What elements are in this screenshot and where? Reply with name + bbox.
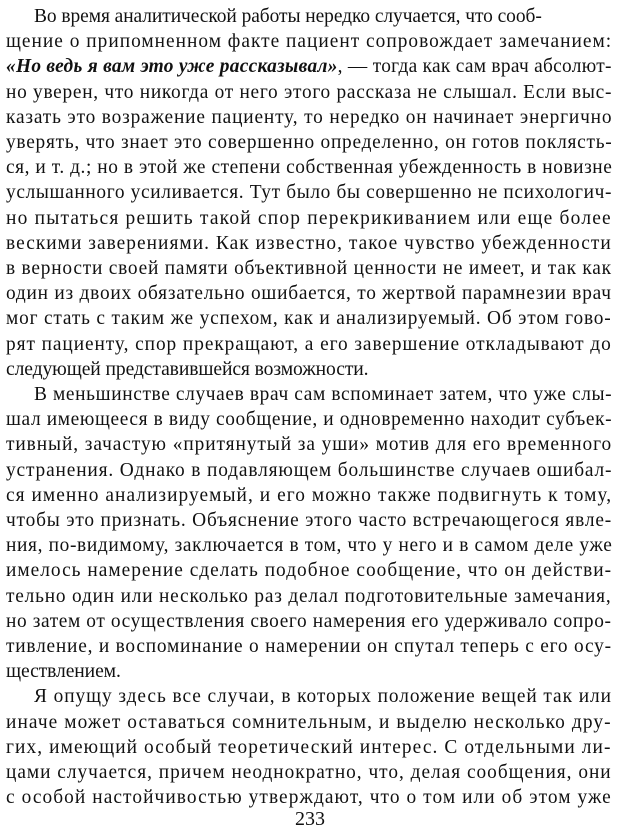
text-line: но уверен, что никогда от него этого рассказа не слышал. Если выс- (6, 81, 613, 103)
text-line: но пытаться решить такой спор перекрикиванием или еще более (6, 207, 612, 229)
text-line: казать это возражение пациенту, то нередко он начинает энергично (6, 106, 613, 128)
text-line: в верности своей памяти объективной ценности не имеет, и так как (6, 258, 612, 279)
text-line: цами случается, причем неоднократно, что, делая сообщения, они (6, 762, 612, 783)
text-line: уверять, что знает это совершенно определенно, он готов поклясть- (6, 132, 613, 153)
text-line: ния, по-видимому, заключается в том, что у него и в самом деле уже (6, 535, 613, 557)
text-line: имелось намерение сделать подобное сообщение, что он действи- (6, 560, 613, 582)
text-line: шал имеющееся в виду сообщение, и одновременно находит субъек- (6, 409, 613, 431)
line-rest: , — тогда как сам врач абсолют- (337, 56, 612, 78)
text-line: Я опущу здесь все случаи, в которых положение вещей так или (34, 686, 612, 708)
text-line: с особой настойчивостью утверждают, что о том или об этом уже (6, 787, 612, 809)
text-line: тивный, зачастую «притянутый за уши» мотив для его временного (6, 434, 613, 456)
text-line: ся именно анализируемый, и его можно также подвигнуть к тому, (6, 484, 613, 506)
text-line-with-quote (6, 54, 612, 79)
text-line: чтобы это признать. Объяснение этого часто встречающегося явле- (6, 510, 612, 531)
text-line: услышанного усиливается. Тут было бы совершенно не психологич- (6, 182, 613, 204)
text-line: рят пациенту, спор прекращают, а его завершение откладывают до (6, 333, 612, 355)
text-line: гих, имеющий особый теоретический интерес. С отдельными ли- (6, 736, 612, 758)
text-line: тельно один или несколько раз делал подготовительные замечания, (6, 585, 612, 607)
text-line: устранения. Однако в подавляющем большинстве случаев ошибал- (6, 459, 613, 481)
text-line: В меньшинстве случаев врач сам вспоминает затем, что уже слы- (34, 384, 613, 405)
text-line: но затем от осуществления своего намерения его удерживало сопро- (6, 610, 612, 632)
text-line: Во время аналитической работы нередко случается, что сооб- (34, 6, 542, 27)
page-number: 233 (295, 808, 325, 830)
text-line: мог стать с таким же успехом, как и анализируемый. Об этом гово- (6, 308, 612, 330)
text-line: ществлением. (6, 661, 121, 683)
text-line: вескими заверениями. Как известно, такое чувство убежденности (6, 232, 612, 254)
text-line: ся, и т. д.; но в этой же степени собственная убежденность в новизне (6, 157, 613, 179)
text-line: тивление, и воспоминание о намерении он спутал теперь с его осу- (6, 636, 612, 657)
text-line: иначе может оставаться сомнительным, и выделю несколько дру- (6, 711, 612, 733)
text-line: следующей представившейся возможности. (6, 358, 369, 380)
text-line: щение о припомненном факте пациент сопровождает замечанием: (6, 31, 613, 53)
text-line: один из двоих обязательно ошибается, то жертвой парамнезии врач (6, 283, 612, 305)
italic-quote: «Но ведь я вам это уже рассказывал» (6, 56, 338, 78)
